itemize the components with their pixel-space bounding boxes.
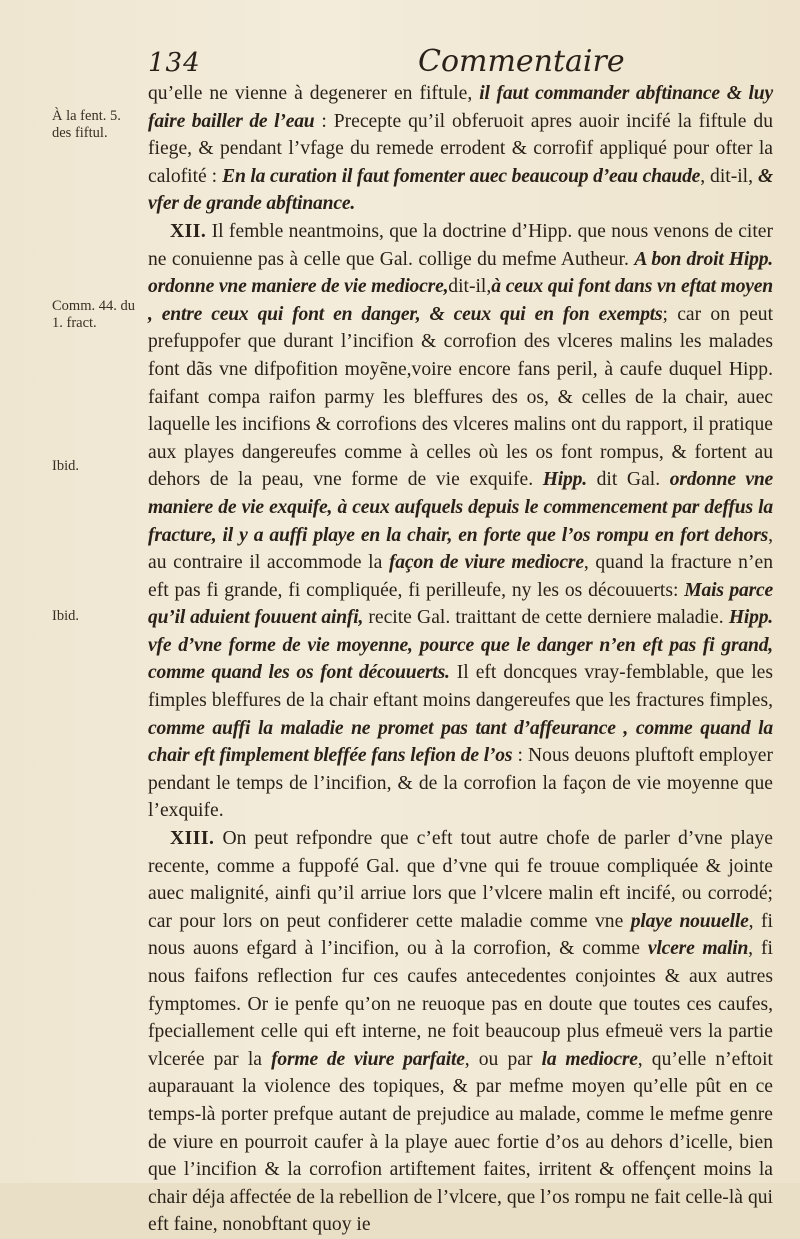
text-run: Il femble neantmoins, que la doctrine d’Hipp. que nous venons de citer ne conuienne pas à celle que Gal. collige du mefme Autheur. [148,220,773,270]
margin-note: Comm. 44. du 1. fract. [52,298,135,331]
italic-run: ordonne vne maniere de vie exquife, à ceux aufquels depuis le commencement par deffus la fracture, il y a auffi playe en la chair, en forte que l’os rompu en fort dehors [148,469,774,546]
running-title: Commentaire [418,44,625,79]
italic-run: comme auffi la maladie ne promet pas tant d’affeurance , comme quand la chair eft fimplement bleffée fans lefion de l’os [148,717,773,767]
text-run: : Precepte qu’il obferuoit apres auoir incifé la fiftule du fiege, & pendant l’vfage du remede errodent & corrofif appliqué pour ofter la calofité : [148,110,773,187]
text-run: , qu’elle n’eftoit auparauant la violence des topiques, & par mefme moyen qu’elle pût en ce temps-là porter prefque autant de prejudice au malade, comme le mefme genre de viure en pourroit caufer à la playe auec fortie d’os au dehors d’icelle, bien que l’incifion & la corrofion artiftement faites, irritent & offençent moins la chair déja affectée de la rebellion de l’vlcere, que l’os rompu ne fait celle-là qui eft faine, nonobftant quoy ie [148,1048,773,1236]
page-header [148,44,768,84]
text-run: recite Gal. traittant de cette derniere maladie. [363,607,729,629]
margin-note: Ibid. [52,608,79,624]
paragraph [148,80,773,218]
text-run: qu’elle ne vienne à degenerer en fiftule, [148,83,480,104]
italic-run: playe nouuelle [630,910,749,932]
italic-run: En la curation il faut fomenter auec beaucoup d’eau chaude [222,165,701,187]
paragraph [148,825,773,1239]
text-run: ; car on peut prefuppofer que durant l’incifion & corrofion des vlceres malins les malades font dãs vne difpofition moyẽne,voire encore fans peril, à caufe duquel Hipp. faifant compa raifon parmy les bleffures des os, & celles de la chair, auec laquelle les incifions & corrofions des vlceres malins ont du rapport, il pratique aux playes dangereufes comme à celles où les os font rompus, & fortent au dehors de la peau, vne forme de vie exquife. [148,303,774,491]
italic-run: la mediocre [541,1048,638,1070]
italic-run: Mais parce qu’il aduient fouuent ainfi, [148,579,773,629]
italic-run: Hipp. [542,469,587,491]
text-run: : Nous deuons pluftoft employer pendant le temps de l’incifion, & de la corrofion la façon de vie moyenne que l’exquife. [148,745,773,822]
italic-run: il faut commander abftinance & luy faire bailler de l’eau [148,83,773,132]
italic-run: forme de viure parfaite [271,1048,465,1070]
text-run: , ou par [464,1048,542,1070]
italic-run: à ceux qui font dans vn eftat moyen , entre ceux qui font en danger, & ceux qui en fon exempts [148,276,773,325]
text-run: On peut refpondre que c’eft tout autre chofe de parler d’vne playe recente, comme a fuppofé Gal. que d’vne qui fe trouue compliquée & jointe auec malignité, ainfi qu’il arriue lors que l’vlcere malin eft incifé, ou corrodé; car pour lors on peut confiderer cette maladie comme vne [148,828,773,932]
italic-run: vlcere malin [647,938,749,960]
margin-note: À la fent. 5. des fiftul. [52,108,121,141]
text-run: dit Gal. [586,469,670,491]
text-run: Il eft doncques vray-femblable, que les fimples bleffures de la chair eftant moins dangereufes que les fractures fimples, [148,662,773,712]
text-run: , quand la fracture n’en eft pas fi grande, fi compliquée, fi perilleufe, ny les os découuerts: [148,552,773,601]
section-number: XII. [170,220,207,242]
text-run: , fi nous auons efgard à l’incifion, ou à la corrofion, & comme [148,910,773,960]
italic-run: A bon droit Hipp. ordonne vne maniere de vie mediocre, [148,248,773,298]
italic-run: Hipp. vfe d’vne forme de vie moyenne, pource que le danger n’en eft pas fi grand, comme quand les os font découuerts. [148,607,773,684]
text-run: , fi nous faifons reflection fur ces caufes antecedentes conjointes & aux autres fymptomes. Or ie penfe qu’on ne reuoque pas en doute que toutes ces caufes, fpeciallement celle qui eft interne, ne foit beaucoup plus efmeuë vers la partie vlcerée par la [148,938,773,1070]
text-run: , au contraire il accommode la [148,524,773,574]
text-run: dit-il, [448,276,492,298]
italic-run: façon de viure mediocre [388,552,584,574]
paragraph [148,218,773,825]
body-text [148,80,773,1239]
page-number: 134 [148,48,201,78]
section-number: XIII. [170,828,215,850]
italic-run: & vfer de grande abftinance. [148,165,774,215]
margin-note: Ibid. [52,458,79,474]
text-run: , dit-il, [700,165,758,187]
